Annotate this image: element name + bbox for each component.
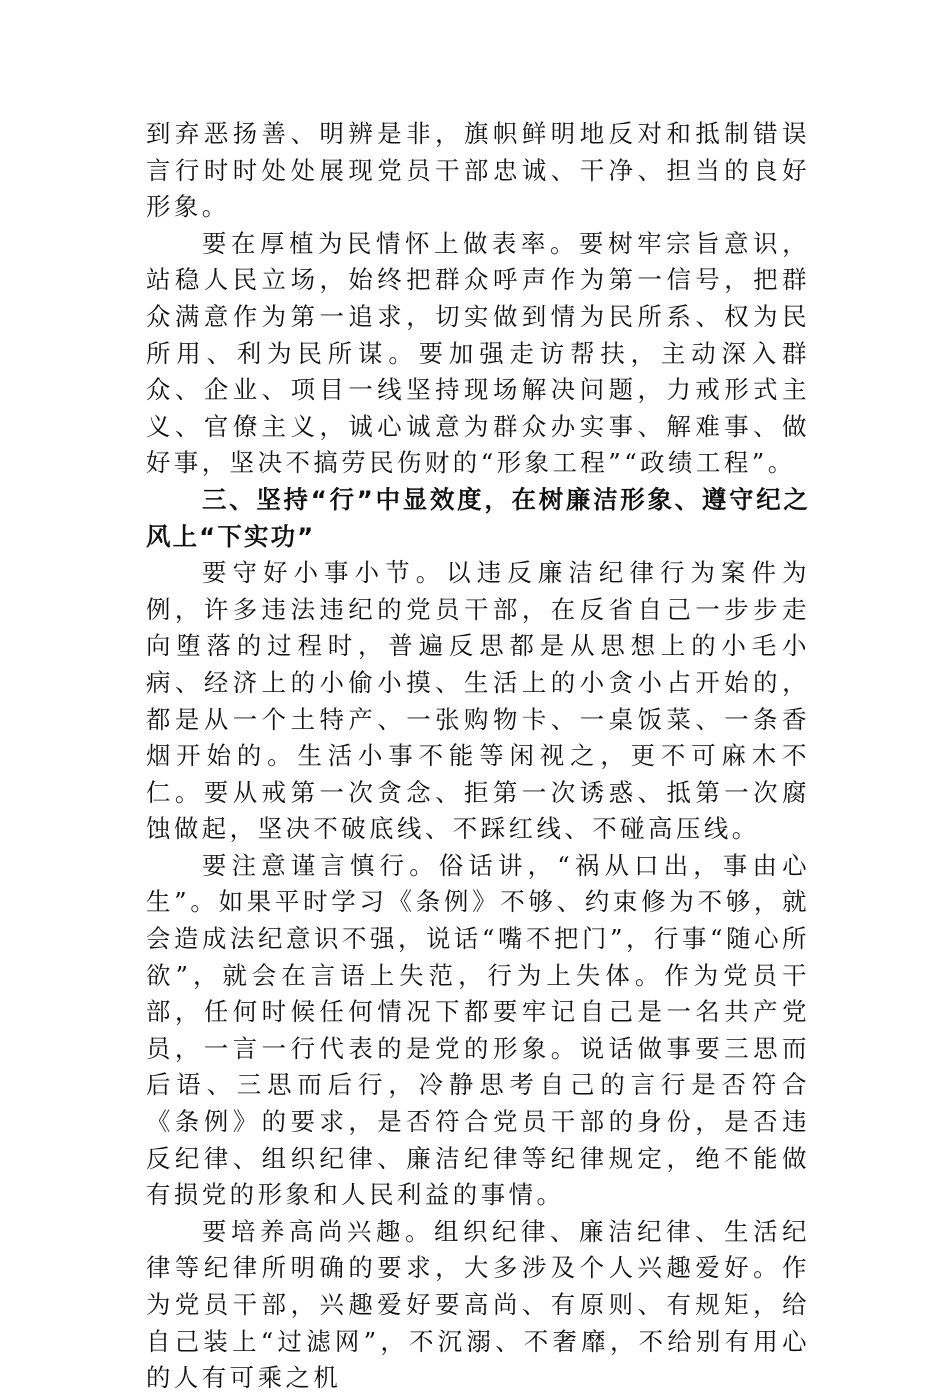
paragraph-continuation: 到弃恶扬善、明辨是非，旗帜鲜明地反对和抵制错误言行时时处处展现党员干部忠诚、干净、担当的良好形象。 bbox=[146, 119, 810, 222]
paragraph-small-matters: 要守好小事小节。以违反廉洁纪律行为案件为例，许多违法违纪的党员干部，在反省自己一步步走向堕落的过程时，普遍反思都是从思想上的小毛小病、经济上的小偷小摸、生活上的小贪小占开始的，都是从一个土特产、一张购物卡、一桌饭菜、一条香烟开始的。生活小事不能等闲视之，更不可麻木不仁。要从戒第一次贪念、拒第一次诱惑、抵第一次腐蚀做起，坚决不破底线、不踩红线、不碰高压线。 bbox=[146, 558, 810, 844]
paragraph-noble-interests: 要培养高尚兴趣。组织纪律、廉洁纪律、生活纪律等纪律所明确的要求，大多涉及个人兴趣爱好。作为党员干部，兴趣爱好要高尚、有原则、有规矩，给自己装上“过滤网”，不沉溺、不奢靡，不给别有用心的人有可乘之机 bbox=[146, 1216, 810, 1393]
paragraph-careful-speech: 要注意谨言慎行。俗话讲，“祸从口出，事由心生”。如果平时学习《条例》不够、约束修为不够，就会造成法纪意识不强，说话“嘴不把门”，行事“随心所欲”，就会在言语上失范，行为上失体。作为党员干部，任何时候任何情况下都要牢记自己是一名共产党员，一言一行代表的是党的形象。说话做事要三思而后语、三思而后行，冷静思考自己的言行是否符合《条例》的要求，是否符合党员干部的身份，是否违反纪律、组织纪律、廉洁纪律等纪律规定，绝不能做有损党的形象和人民利益的事情。 bbox=[146, 850, 810, 1210]
document-page bbox=[146, 116, 810, 1397]
paragraph-people-sentiment: 要在厚植为民情怀上做表率。要树牢宗旨意识，站稳人民立场，始终把群众呼声作为第一信号，把群众满意作为第一追求，切实做到情为民所系、权为民所用、利为民所谋。要加强走访帮扶，主动深入群众、企业、项目一线坚持现场解决问题，力戒形式主义、官僚主义，诚心诚意为群众办实事、解难事、做好事，坚决不搞劳民伤财的“形象工程”“政绩工程”。 bbox=[146, 228, 810, 478]
section-heading-three: 三、坚持“行”中显效度，在树廉洁形象、遵守纪之风上“下实功” bbox=[146, 484, 810, 551]
